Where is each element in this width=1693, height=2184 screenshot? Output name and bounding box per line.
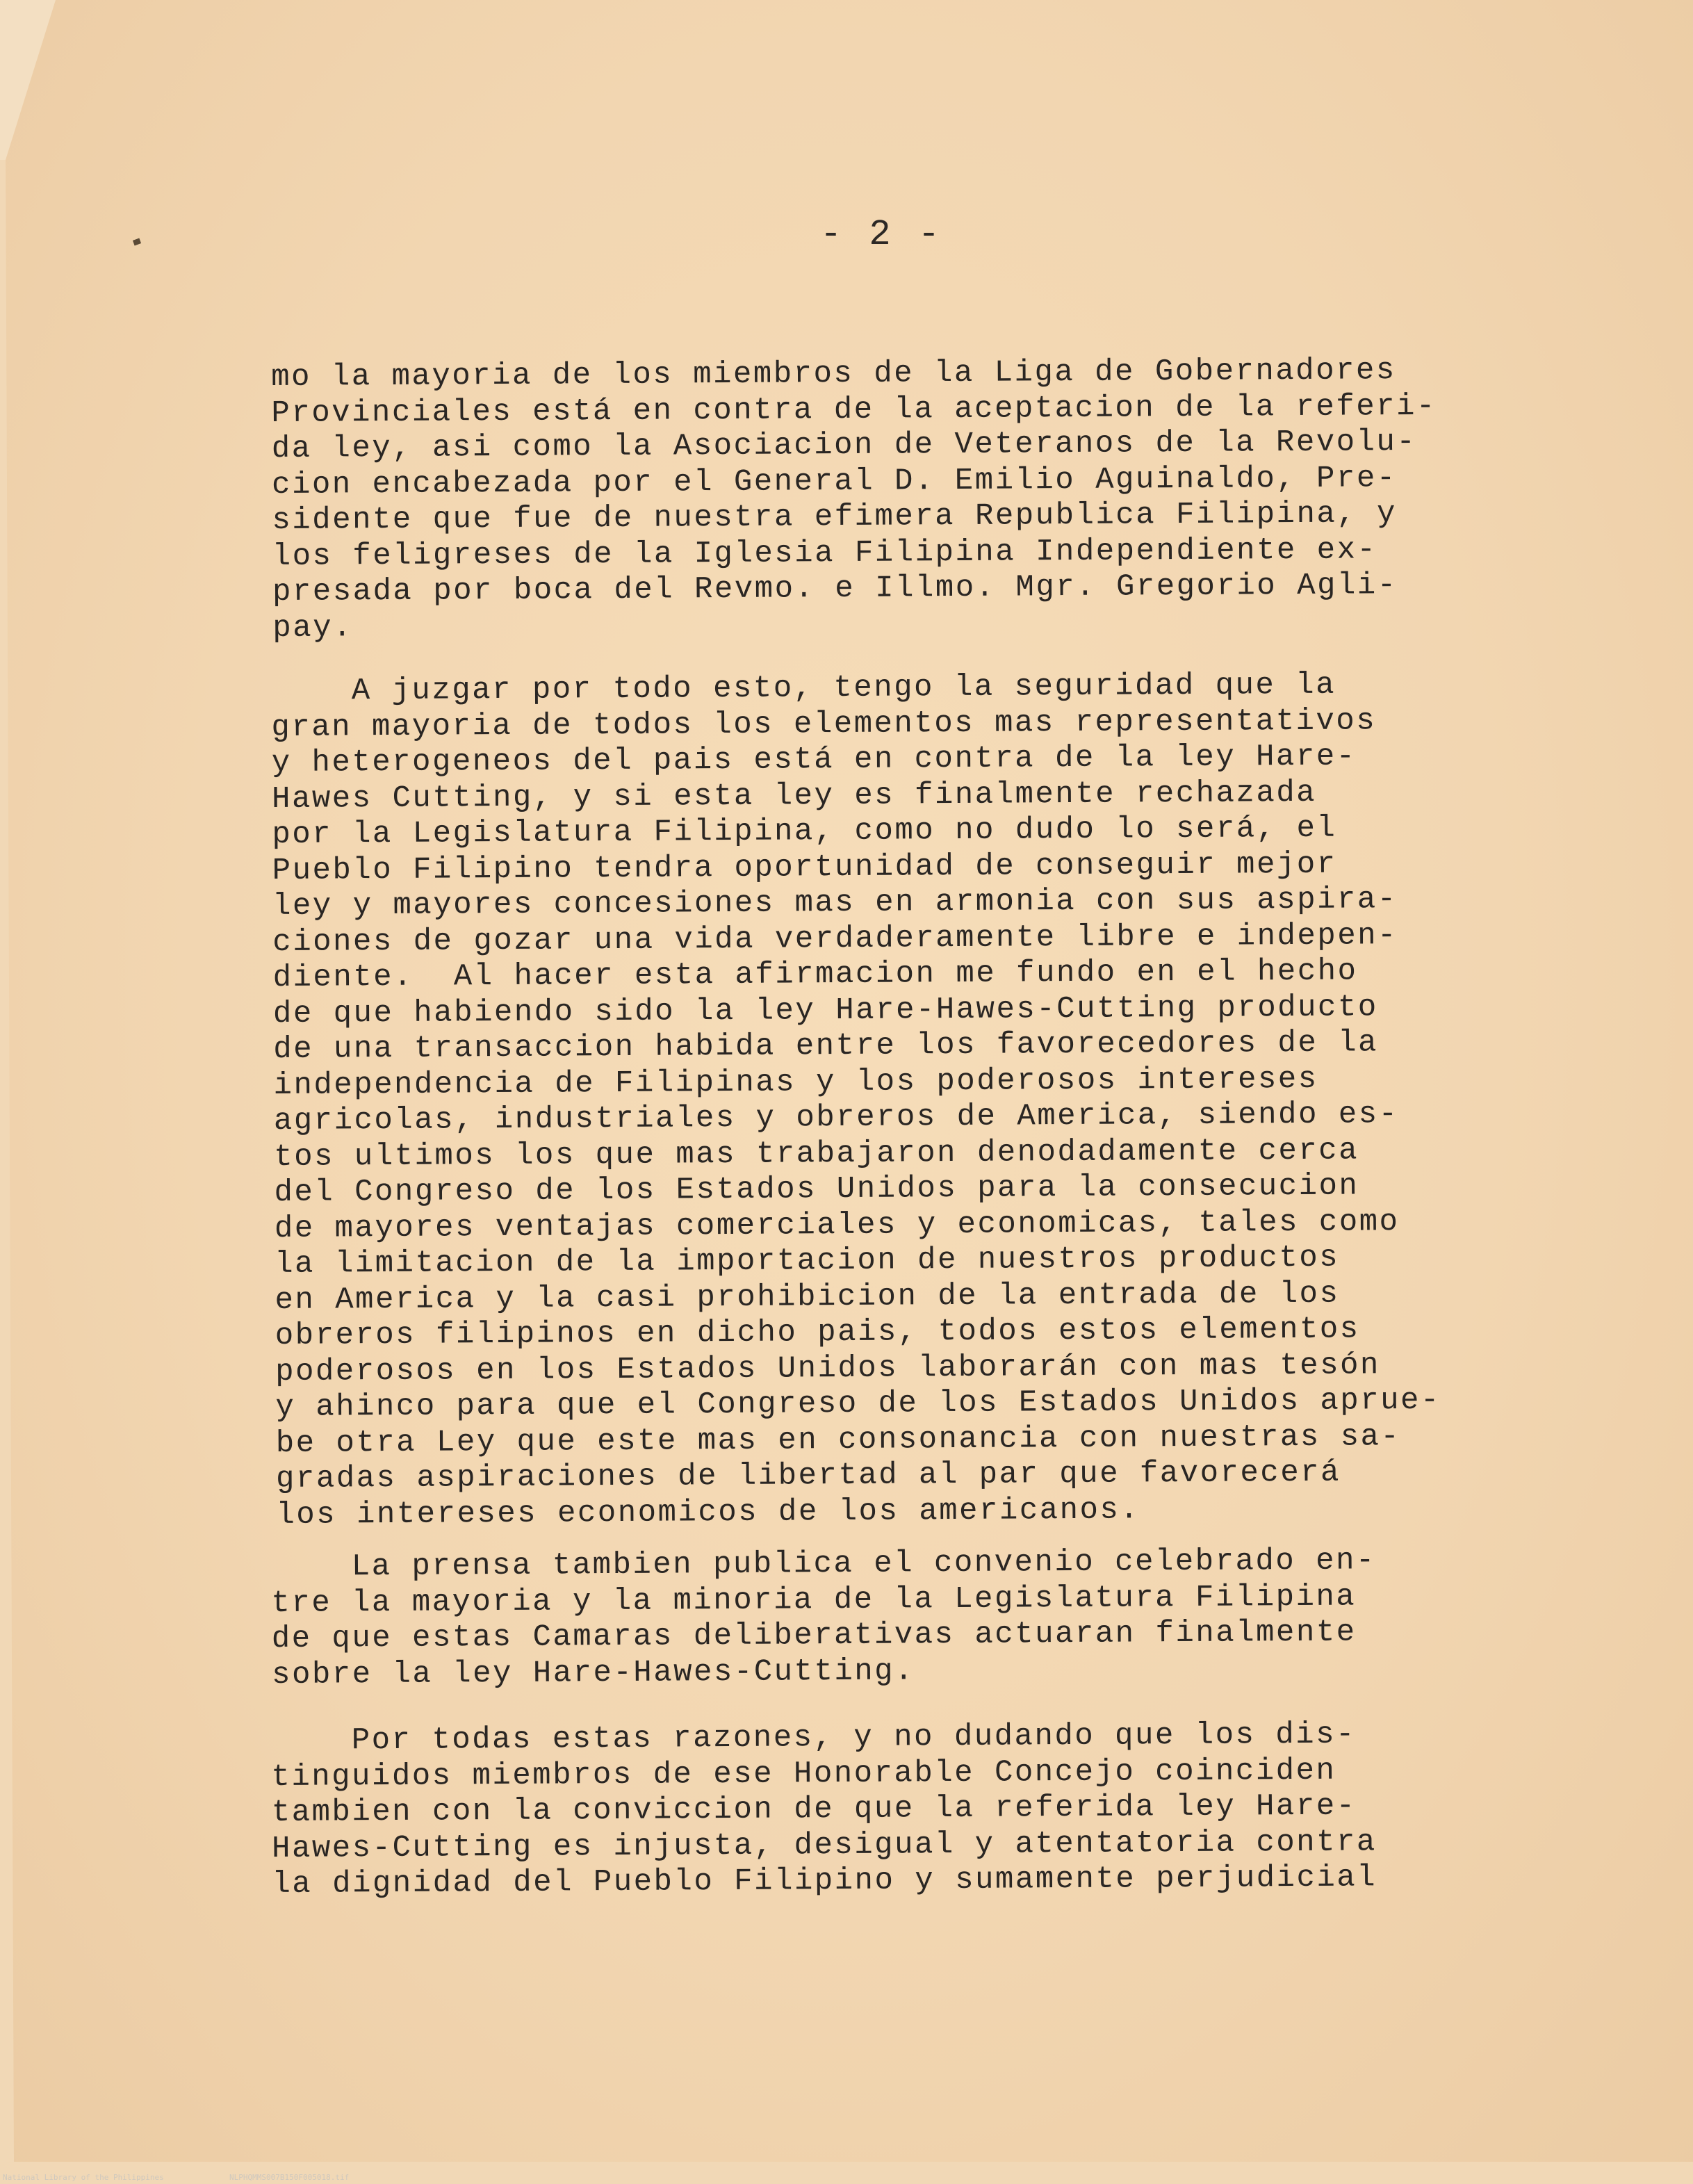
text-line: de que habiendo sido la ley Hare-Hawes-Cutting producto (272, 989, 1378, 1032)
text-line: de que estas Camaras deliberativas actuaran finalmente (271, 1615, 1357, 1656)
text-line: diente. Al hacer esta afirmacion me fundo en el hecho (272, 954, 1358, 995)
text-line: Hawes-Cutting es injusta, desigual y atentatoria contra (271, 1824, 1377, 1866)
text-line: mo la mayoria de los miembros de la Liga de Gobernadores (271, 353, 1396, 395)
text-line: La prensa tambien publica el convenio celebrado en- (271, 1543, 1377, 1585)
text-line: A juzgar por todo esto, tengo la seguridad que la (271, 667, 1336, 709)
text-line: la dignidad del Pueblo Filipino y sumamente perjudicial (272, 1860, 1377, 1902)
paragraph-continuation (271, 352, 1468, 646)
text-line: y ahinco para que el Congreso de los Estados Unidos aprue- (275, 1383, 1441, 1425)
footer-file-id: NLPHQMMS007B150F005018.tif (229, 2173, 350, 2182)
text-line: tos ultimos los que mas trabajaron denodadamente cerca (274, 1132, 1359, 1175)
paragraph-juzgar (271, 667, 1472, 1533)
text-line: Hawes Cutting, y si esta ley es finalmente rechazada (271, 775, 1317, 817)
text-line: Por todas estas razones, y no dudando que los dis- (271, 1717, 1357, 1759)
text-line: tre la mayoria y la minoria de la Legislatura Filipina (271, 1579, 1357, 1621)
paragraph-razones (271, 1716, 1468, 1902)
text-line: tinguidos miembros de ese Honorable Concejo coinciden (271, 1753, 1336, 1795)
text-line: sobre la ley Hare-Hawes-Cutting. (271, 1653, 915, 1693)
text-line: tambien con la conviccion de que la referida ley Hare- (271, 1788, 1357, 1830)
page-number: - 2 - (820, 214, 943, 255)
text-line: de una transaccion habida entre los favorecedores de la (273, 1025, 1379, 1067)
text-line: ley y mayores concesiones mas en armonia con sus aspira- (272, 882, 1398, 924)
text-line: pay. (272, 610, 354, 646)
text-line: Provinciales está en contra de la aceptacion de la referi- (271, 389, 1437, 431)
text-line: sidente que fue de nuestra efimera Republica Filipina, y (272, 496, 1398, 538)
text-line: cion encabezada por el General D. Emilio Aguinaldo, Pre- (271, 460, 1397, 503)
text-line: los feligreses de la Iglesia Filipina Independiente ex- (272, 532, 1377, 574)
text-line: poderosos en los Estados Unidos laborarán con mas tesón (275, 1347, 1381, 1390)
text-line: de mayores ventajas comerciales y economicas, tales como (274, 1204, 1400, 1246)
text-line: Pueblo Filipino tendra oportunidad de conseguir mejor (272, 847, 1337, 888)
text-line: independencia de Filipinas y los poderosos intereses (273, 1061, 1318, 1103)
paragraph-prensa (271, 1542, 1467, 1693)
text-line: gran mayoria de todos los elementos mas representativos (271, 703, 1377, 745)
text-line: be otra Ley que este mas en consonancia con nuestras sa- (275, 1419, 1401, 1461)
text-line: da ley, asi como la Asociacion de Veteranos de la Revolu- (271, 424, 1417, 466)
text-line: gradas aspiraciones de libertad al par que favorecerá (275, 1455, 1341, 1497)
text-line: en America y la casi prohibicion de la entrada de los (275, 1276, 1340, 1318)
footer-library: National Library of the Philippines (3, 2173, 164, 2182)
text-line: obreros filipinos en dicho pais, todos estos elementos (275, 1312, 1360, 1353)
text-line: presada por boca del Revmo. e Illmo. Mgr. Gregorio Agli- (272, 568, 1398, 610)
text-line: ciones de gozar una vida verdaderamente libre e indepen- (272, 918, 1398, 960)
text-line: los intereses economicos de los americanos. (276, 1492, 1140, 1533)
text-line: por la Legislatura Filipina, como no dudo lo será, el (272, 810, 1337, 852)
text-line: del Congreso de los Estados Unidos para la consecucion (274, 1168, 1359, 1210)
text-line: la limitacion de la importacion de nuestros productos (275, 1240, 1340, 1282)
text-line: agricolas, industriales y obreros de America, siendo es- (273, 1097, 1399, 1139)
text-line: y heterogeneos del pais está en contra de la ley Hare- (271, 739, 1357, 781)
